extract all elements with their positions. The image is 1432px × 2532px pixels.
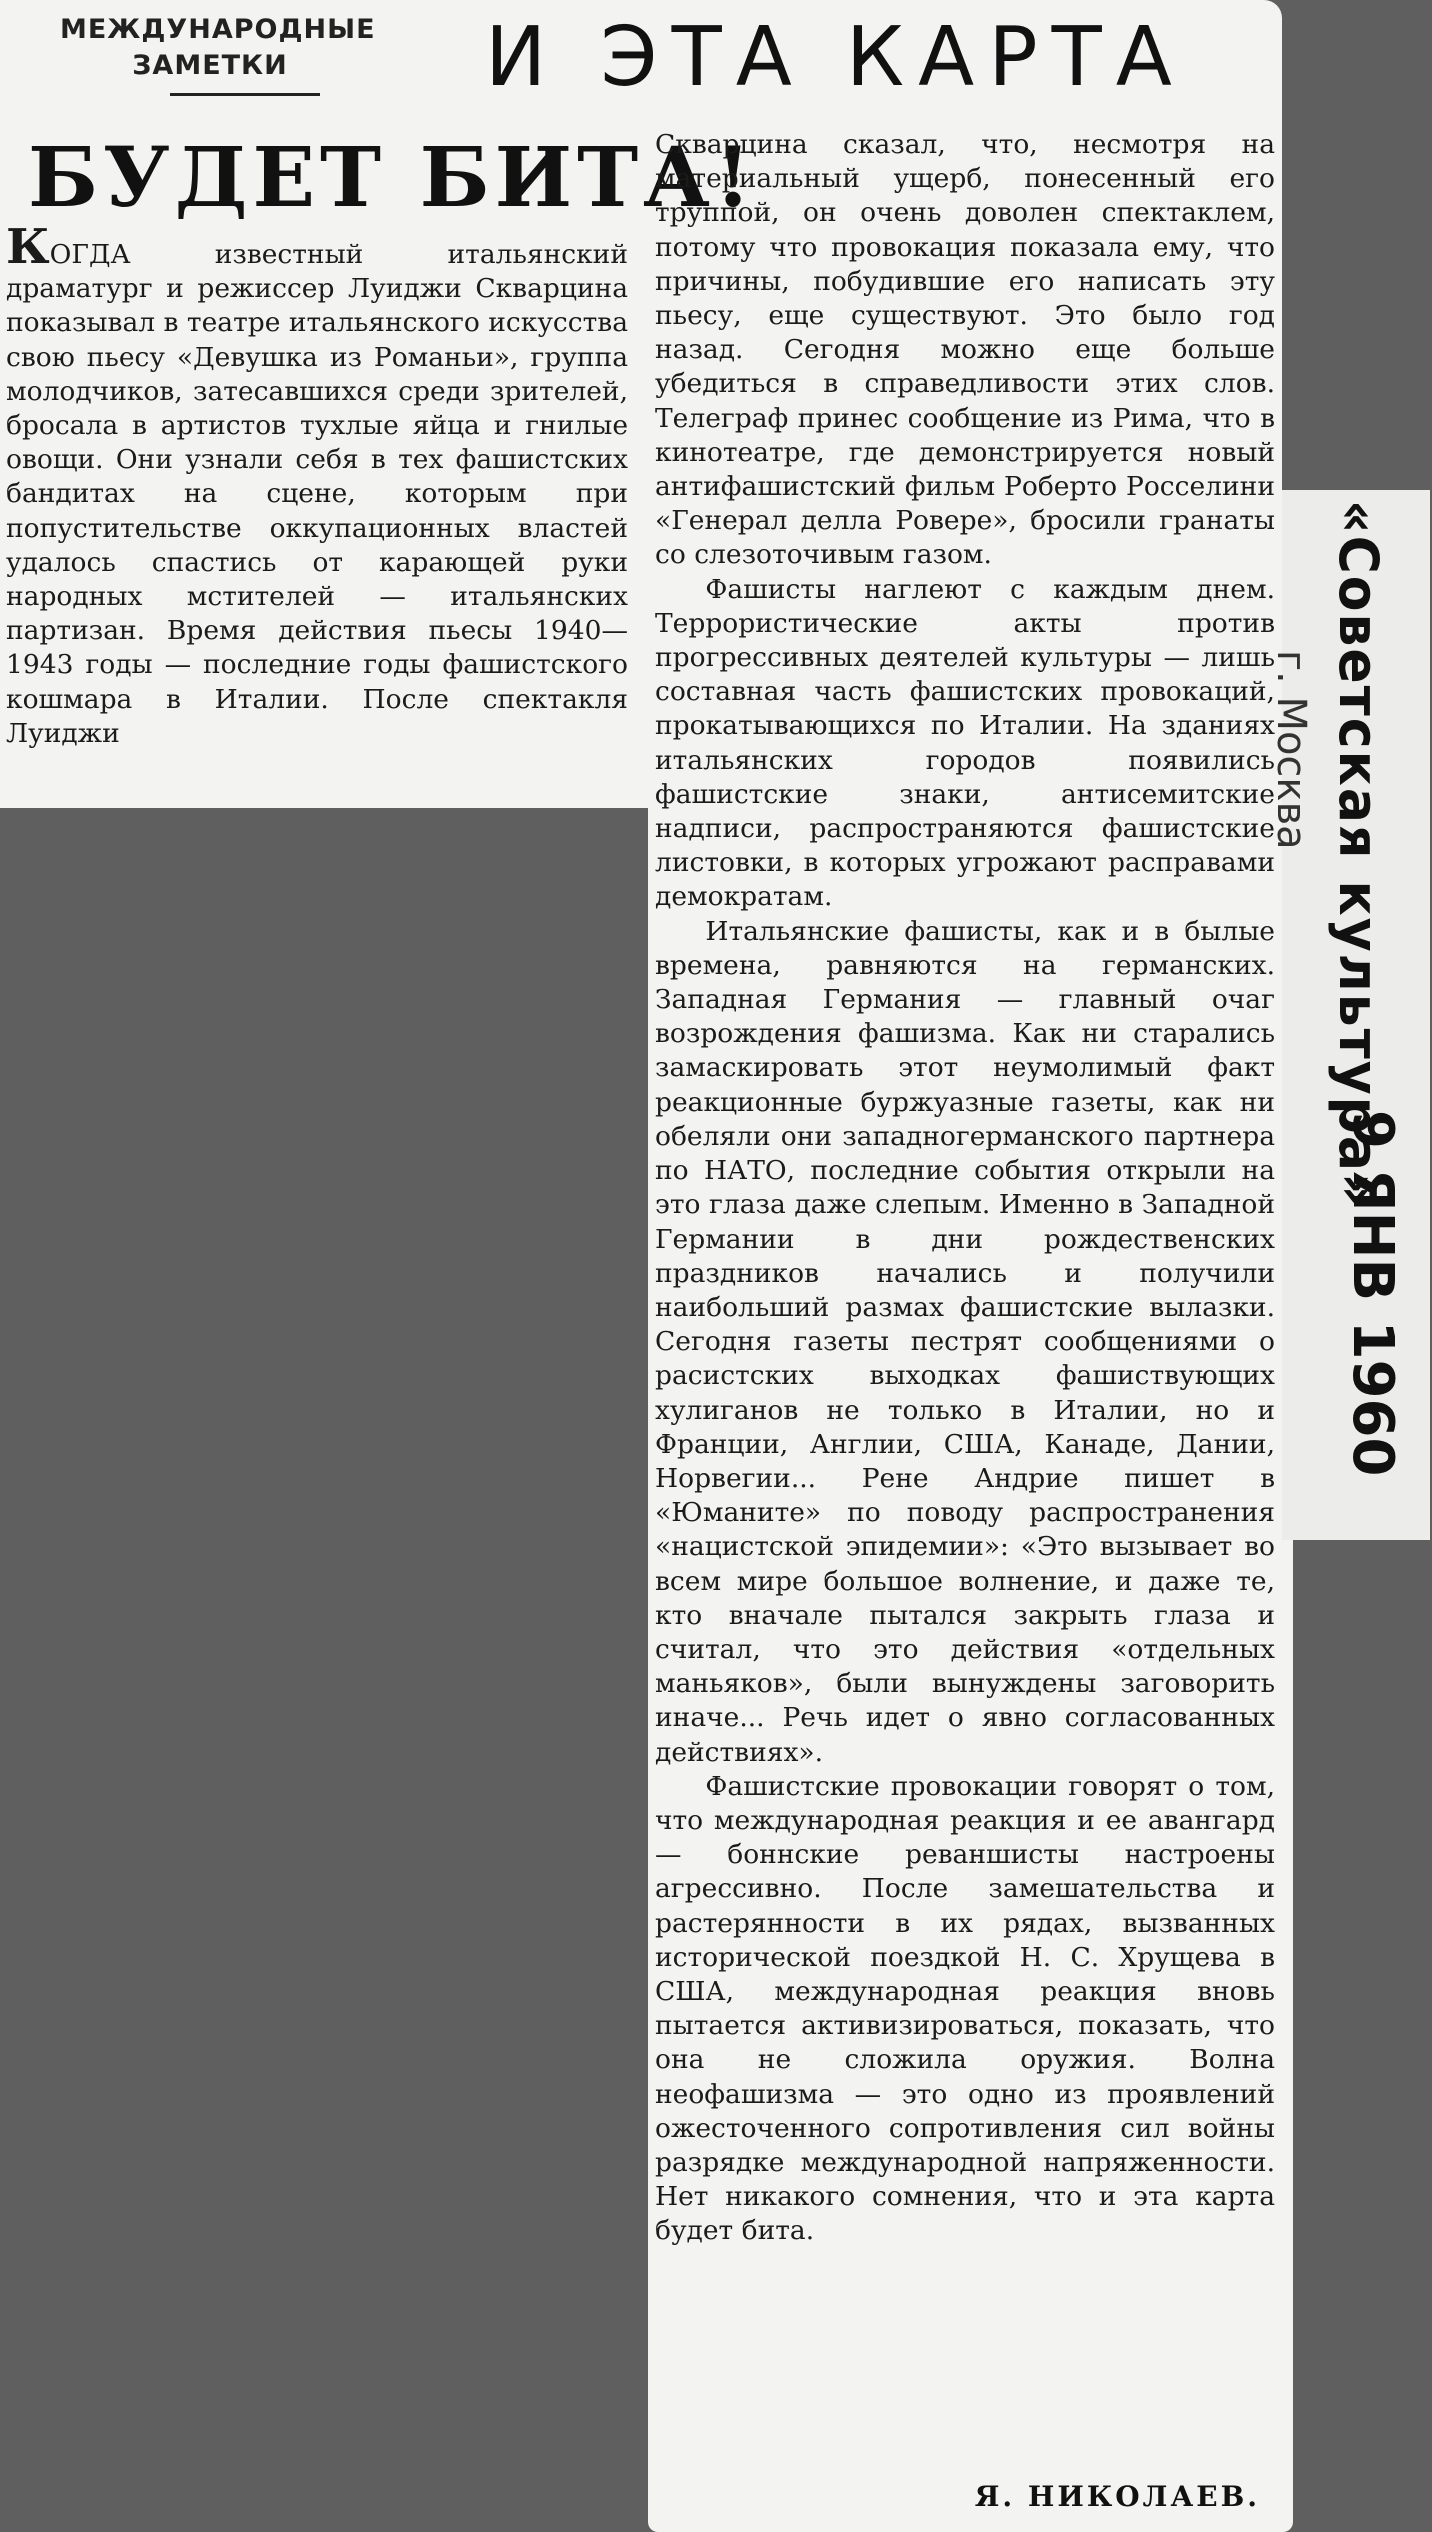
author-signature: Я. НИКОЛАЕВ. <box>974 2480 1260 2513</box>
article-paragraph-2: Фашисты наглеют с каждым днем. Террористические акты против прогрессивных деятелей культуры — лишь составная часть фашистских провокаций, прокатывающихся по Италии. На зданиях итальянских городов появились фашистские знаки, антисемитские надписи, распространяются фашистские листовки, в которых угрожают расправами демократам. <box>655 573 1275 913</box>
stamp-city: г. Москва <box>1268 650 1314 850</box>
stamp-date: 9 ЯНВ 1960 <box>1340 1110 1405 1477</box>
stamp-newspaper-name: «Советская культура» <box>1326 500 1390 1209</box>
rubric-line-1: МЕЖДУНАРОДНЫЕ <box>60 14 376 45</box>
article-paragraph-3: Итальянские фашисты, как и в былые времена, равняются на германских. Западная Германия — главный очаг возрождения фашизма. Как ни старались замаскировать этот неумолимый факт реакционные буржуазные газеты, как ни обеляли они западногерманского партнера по НАТО, последние события открыли на это глаза даже слепым. Именно в Западной Германии в дни рождественских праздников начались и получили наибольший размах фашистские вылазки. Сегодня газеты пестрят сообщениями о расистских выходках фашиствующих хулиганов не только в Италии, но и Франции, Англии, США, Канаде, Дании, Норвегии... Рене Андрие пишет в «Юманите» по поводу распространения «нацистской эпидемии»: «Это вызывает во всем мире большое волнение, и даже те, кто вначале пытался закрыть глаза и считал, что это действия «отдельных маньяков», были вынуждены заговорить иначе... Речь идет о явно согласованных действиях». <box>655 915 1275 1768</box>
headline-part-1: И ЭТА КАРТА <box>485 10 1186 105</box>
article-paragraph-1 <box>6 219 628 751</box>
drop-cap: К <box>6 219 50 275</box>
rubric-line-2: ЗАМЕТКИ <box>132 50 288 81</box>
headline-part-2: БУДЕТ БИТА! <box>28 130 756 226</box>
article-paragraph-1-continued: Скварцина сказал, что, несмотря на материальный ущерб, понесенный его труппой, он очень доволен спектаклем, потому что провокация показала ему, что причины, побудившие его написать эту пьесу, еще существуют. Это было год назад. Сегодня можно еще больше убедиться в справедливости этих слов. Телеграф принес сообщение из Рима, что в кинотеатре, где демонстрируется новый антифашистский фильм Роберто Росселини «Генерал делла Ровере», бросили гранаты со слезоточивым газом. <box>655 129 1275 571</box>
paragraph-1-text: ОГДА известный итальянский драматург и режиссер Луиджи Скварцина показывал в театре итальянского искусства свою пьесу «Девушка из Романьи», группа молодчиков, затесавшихся среди зрителей, бросала в артистов тухлые яйца и гнилые овощи. Они узнали себя в тех фашистских бандитах на сцене, которым при попустительстве оккупационных властей удалось спастись от карающей руки народных мстителей — итальянских партизан. Время действия пьесы 1940—1943 годы — последние годы фашистского кошмара в Италии. После спектакля Луиджи <box>6 239 628 749</box>
rubric-underline <box>170 93 320 96</box>
article-column-1 <box>6 219 628 751</box>
rubric <box>60 12 376 84</box>
article-paragraph-4: Фашистские провокации говорят о том, что международная реакция и ее авангард — боннские реваншисты настроены агрессивно. После замешательства и растерянности в их рядах, вызванных исторической поездкой Н. С. Хрущева в США, международная реакция вновь пытается активизироваться, показать, что она не сложила оружия. Волна неофашизма — это одно из проявлений ожесточенного сопротивления сил войны разрядке международной напряженности. Нет никакого сомнения, что и эта карта будет бита. <box>655 1770 1275 2247</box>
article-column-2 <box>655 128 1275 2249</box>
